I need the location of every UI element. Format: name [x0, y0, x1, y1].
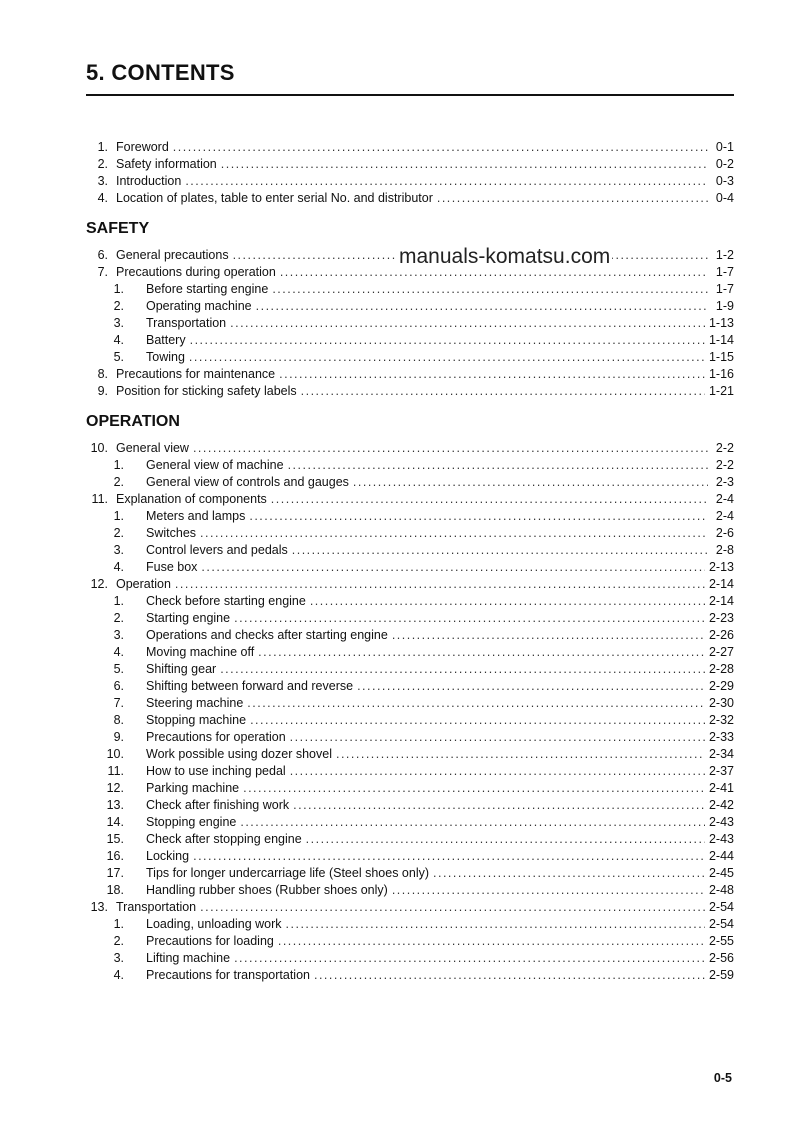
entry-number: 10.: [90, 441, 108, 455]
entry-title: Precautions for maintenance: [116, 367, 276, 381]
entry-title: Transportation: [116, 900, 197, 914]
dot-leader: [240, 814, 705, 831]
entry-page: 2-59: [708, 968, 734, 982]
entry-number: 18.: [106, 883, 124, 897]
toc-entry[interactable]: [86, 508, 734, 525]
entry-page: 2-48: [708, 883, 734, 897]
entry-number: 8.: [113, 713, 124, 727]
entry-title: Starting engine: [146, 611, 231, 625]
entry-page: 2-23: [708, 611, 734, 625]
toc-entry[interactable]: [86, 831, 734, 848]
toc-entry[interactable]: [86, 298, 734, 315]
entry-number: 3.: [113, 628, 124, 642]
entry-page: 2-33: [708, 730, 734, 744]
entry-number: 5.: [113, 350, 124, 364]
entry-page: 1-13: [708, 316, 734, 330]
entry-number: 4.: [113, 333, 124, 347]
entry-title: Loading, unloading work: [146, 917, 282, 931]
entry-number: 4.: [113, 968, 124, 982]
dot-leader: [392, 627, 705, 644]
toc-entry[interactable]: [86, 865, 734, 882]
entry-number: 2.: [113, 611, 124, 625]
entry-title: Introduction: [116, 174, 182, 188]
entry-number: 2.: [113, 475, 124, 489]
entry-page: 2-44: [708, 849, 734, 863]
entry-title: Parking machine: [146, 781, 240, 795]
entry-title: Stopping engine: [146, 815, 237, 829]
entry-title: General precautions: [116, 248, 229, 262]
entry-number: 12.: [90, 577, 108, 591]
entry-number: 17.: [106, 866, 124, 880]
entry-page: 2-2: [715, 458, 734, 472]
entry-page: 2-29: [708, 679, 734, 693]
dot-leader: [314, 967, 705, 984]
entry-title: Safety information: [116, 157, 217, 171]
toc-entry[interactable]: [86, 712, 734, 729]
dot-leader: [437, 190, 708, 207]
toc-entry[interactable]: [86, 366, 734, 383]
dot-leader: [247, 695, 705, 712]
dot-leader: [230, 315, 705, 332]
entry-number: 1.: [113, 282, 124, 296]
entry-number: 2.: [97, 157, 108, 171]
entry-title: Shifting gear: [146, 662, 217, 676]
entry-page: 2-32: [708, 713, 734, 727]
toc-entry[interactable]: [86, 627, 734, 644]
entry-page: 1-2: [715, 248, 734, 262]
entry-title: Towing: [146, 350, 185, 364]
entry-number: 3.: [97, 174, 108, 188]
entry-page: 2-37: [708, 764, 734, 778]
dot-leader: [200, 899, 705, 916]
toc-entry[interactable]: [86, 190, 734, 207]
title-rule: [86, 94, 734, 96]
dot-leader: [292, 542, 708, 559]
section-heading: SAFETY: [86, 220, 150, 237]
toc-entry[interactable]: [86, 576, 734, 593]
entry-page: 2-3: [715, 475, 734, 489]
entry-title: Precautions for transportation: [146, 968, 310, 982]
toc-entry[interactable]: [86, 457, 734, 474]
dot-leader: [256, 298, 708, 315]
entry-page: 2-4: [715, 509, 734, 523]
entry-page: 2-28: [708, 662, 734, 676]
toc-entry[interactable]: [86, 610, 734, 627]
dot-leader: [201, 559, 705, 576]
entry-number: 2.: [113, 526, 124, 540]
entry-title: Battery: [146, 333, 186, 347]
entry-number: 1.: [97, 140, 108, 154]
entry-number: 9.: [113, 730, 124, 744]
entry-number: 5.: [113, 662, 124, 676]
entry-page: 2-2: [715, 441, 734, 455]
toc-entry[interactable]: [86, 797, 734, 814]
entry-number: 4.: [113, 645, 124, 659]
entry-number: 8.: [97, 367, 108, 381]
toc-entry[interactable]: [86, 746, 734, 763]
entry-title: Before starting engine: [146, 282, 269, 296]
toc-entry[interactable]: [86, 525, 734, 542]
dot-leader: [293, 797, 705, 814]
dot-leader: [306, 831, 705, 848]
entry-title: Operation: [116, 577, 171, 591]
entry-title: Explanation of components: [116, 492, 267, 506]
dot-leader: [220, 661, 705, 678]
entry-page: 1-9: [715, 299, 734, 313]
entry-number: 2.: [113, 934, 124, 948]
entry-number: 13.: [90, 900, 108, 914]
entry-title: Lifting machine: [146, 951, 231, 965]
dot-leader: [301, 383, 705, 400]
dot-leader: [200, 525, 708, 542]
entry-title: Stopping machine: [146, 713, 247, 727]
toc-entry[interactable]: [86, 349, 734, 366]
dot-leader: [234, 950, 705, 967]
toc-entry[interactable]: [86, 644, 734, 661]
dot-leader: [310, 593, 705, 610]
entry-page: 2-54: [708, 900, 734, 914]
entry-page: 0-1: [715, 140, 734, 154]
entry-title: Handling rubber shoes (Rubber shoes only): [146, 883, 388, 897]
entry-page: 0-3: [715, 174, 734, 188]
entry-page: 2-6: [715, 526, 734, 540]
toc-entry[interactable]: [86, 899, 734, 916]
page-title: 5. CONTENTS: [86, 60, 235, 85]
entry-page: 2-30: [708, 696, 734, 710]
watermark: manuals-komatsu.com: [399, 245, 611, 268]
entry-number: 3.: [113, 951, 124, 965]
entry-page: 2-45: [708, 866, 734, 880]
dot-leader: [189, 349, 705, 366]
toc-entry[interactable]: [86, 661, 734, 678]
entry-number: 3.: [113, 543, 124, 557]
entry-page: 2-43: [708, 832, 734, 846]
toc-entry[interactable]: [86, 139, 734, 156]
toc-entry[interactable]: [86, 491, 734, 508]
toc-entry[interactable]: [86, 315, 734, 332]
entry-number: 11.: [107, 764, 124, 778]
toc-entry[interactable]: [86, 729, 734, 746]
entry-title: Check after stopping engine: [146, 832, 302, 846]
entry-page: 1-21: [708, 384, 734, 398]
toc-entry[interactable]: [86, 967, 734, 984]
entry-number: 4.: [113, 560, 124, 574]
dot-leader: [250, 712, 705, 729]
entry-title: Control levers and pedals: [146, 543, 288, 557]
toc-entry[interactable]: [86, 933, 734, 950]
entry-number: 1.: [113, 594, 124, 608]
dot-leader: [249, 508, 708, 525]
dot-leader: [234, 610, 705, 627]
entry-title: Meters and lamps: [146, 509, 246, 523]
dot-leader: [193, 440, 708, 457]
toc-entry[interactable]: [86, 281, 734, 298]
entry-title: Foreword: [116, 140, 169, 154]
dot-leader: [433, 865, 705, 882]
entry-page: 0-4: [715, 191, 734, 205]
page-number: 0-5: [713, 1071, 732, 1085]
dot-leader: [173, 139, 708, 156]
dot-leader: [392, 882, 705, 899]
entry-title: Tips for longer undercarriage life (Steel shoes only): [146, 866, 430, 880]
entry-title: Precautions during operation: [116, 265, 276, 279]
entry-page: 2-54: [708, 917, 734, 931]
toc-entry[interactable]: [86, 814, 734, 831]
toc-entry[interactable]: [86, 474, 734, 491]
entry-number: 16.: [106, 849, 124, 863]
entry-number: 10.: [106, 747, 124, 761]
entry-number: 1.: [113, 509, 124, 523]
dot-leader: [272, 281, 708, 298]
entry-page: 2-8: [715, 543, 734, 557]
dot-leader: [258, 644, 705, 661]
entry-page: 2-14: [708, 594, 734, 608]
entry-title: Work possible using dozer shovel: [146, 747, 332, 761]
dot-leader: [290, 729, 705, 746]
entry-page: 0-2: [715, 157, 734, 171]
entry-title: Location of plates, table to enter serial No. and distributor: [116, 191, 433, 205]
entry-title: General view of controls and gauges: [146, 475, 349, 489]
entry-title: Check after finishing work: [146, 798, 290, 812]
entry-title: Fuse box: [146, 560, 198, 574]
entry-number: 4.: [97, 191, 108, 205]
dot-leader: [353, 474, 708, 491]
entry-title: Locking: [146, 849, 190, 863]
toc-entry[interactable]: [86, 848, 734, 865]
entry-page: 1-15: [708, 350, 734, 364]
entry-page: 2-13: [708, 560, 734, 574]
entry-page: 2-27: [708, 645, 734, 659]
toc-entry[interactable]: [86, 383, 734, 400]
entry-title: Check before starting engine: [146, 594, 306, 608]
entry-page: 1-7: [715, 282, 734, 296]
toc-entry[interactable]: [86, 593, 734, 610]
dot-leader: [193, 848, 705, 865]
dot-leader: [288, 457, 708, 474]
entry-page: 1-14: [708, 333, 734, 347]
entry-number: 6.: [97, 248, 108, 262]
dot-leader: [185, 173, 708, 190]
entry-title: Transportation: [146, 316, 227, 330]
entry-number: 7.: [113, 696, 124, 710]
entry-page: 2-43: [708, 815, 734, 829]
dot-leader: [279, 366, 705, 383]
entry-title: Precautions for loading: [146, 934, 274, 948]
toc-entry[interactable]: [86, 695, 734, 712]
dot-leader: [271, 491, 708, 508]
entry-page: 1-16: [708, 367, 734, 381]
entry-number: 15.: [106, 832, 124, 846]
entry-number: 7.: [97, 265, 108, 279]
toc-entry[interactable]: [86, 780, 734, 797]
dot-leader: [221, 156, 708, 173]
dot-leader: [286, 916, 705, 933]
entry-number: 1.: [113, 458, 124, 472]
section-heading: OPERATION: [86, 413, 180, 430]
entry-page: 2-34: [708, 747, 734, 761]
entry-number: 2.: [113, 299, 124, 313]
entry-number: 14.: [106, 815, 124, 829]
dot-leader: [357, 678, 705, 695]
entry-page: 2-26: [708, 628, 734, 642]
toc-entry[interactable]: [86, 950, 734, 967]
dot-leader: [336, 746, 705, 763]
entry-number: 9.: [97, 384, 108, 398]
dot-leader: [190, 332, 705, 349]
entry-page: 2-41: [708, 781, 734, 795]
entry-page: 2-56: [708, 951, 734, 965]
entry-title: Operations and checks after starting engine: [146, 628, 388, 642]
entry-number: 13.: [106, 798, 124, 812]
entry-number: 1.: [113, 917, 124, 931]
entry-number: 3.: [113, 316, 124, 330]
entry-title: Steering machine: [146, 696, 244, 710]
toc-entry[interactable]: [86, 678, 734, 695]
entry-title: Precautions for operation: [146, 730, 286, 744]
entry-page: 2-42: [708, 798, 734, 812]
entry-page: 1-7: [715, 265, 734, 279]
entry-page: 2-55: [708, 934, 734, 948]
entry-title: General view of machine: [146, 458, 284, 472]
entry-number: 11.: [91, 492, 108, 506]
toc-entry[interactable]: [86, 559, 734, 576]
entry-title: Position for sticking safety labels: [116, 384, 297, 398]
entry-title: Operating machine: [146, 299, 252, 313]
toc-entry[interactable]: [86, 542, 734, 559]
dot-leader: [290, 763, 705, 780]
entry-title: Moving machine off: [146, 645, 255, 659]
dot-leader: [243, 780, 705, 797]
toc-entry[interactable]: [86, 882, 734, 899]
toc-entry[interactable]: [86, 173, 734, 190]
entry-title: General view: [116, 441, 189, 455]
entry-page: 2-4: [715, 492, 734, 506]
toc-entry[interactable]: [86, 916, 734, 933]
entry-title: How to use inching pedal: [146, 764, 286, 778]
entry-number: 12.: [106, 781, 124, 795]
toc-entry[interactable]: [86, 763, 734, 780]
dot-leader: [278, 933, 705, 950]
entry-title: Switches: [146, 526, 197, 540]
dot-leader: [175, 576, 705, 593]
entry-title: Shifting between forward and reverse: [146, 679, 354, 693]
toc-entry[interactable]: [86, 440, 734, 457]
entry-page: 2-14: [708, 577, 734, 591]
toc-entry[interactable]: [86, 332, 734, 349]
toc-entry[interactable]: [86, 156, 734, 173]
entry-number: 6.: [113, 679, 124, 693]
